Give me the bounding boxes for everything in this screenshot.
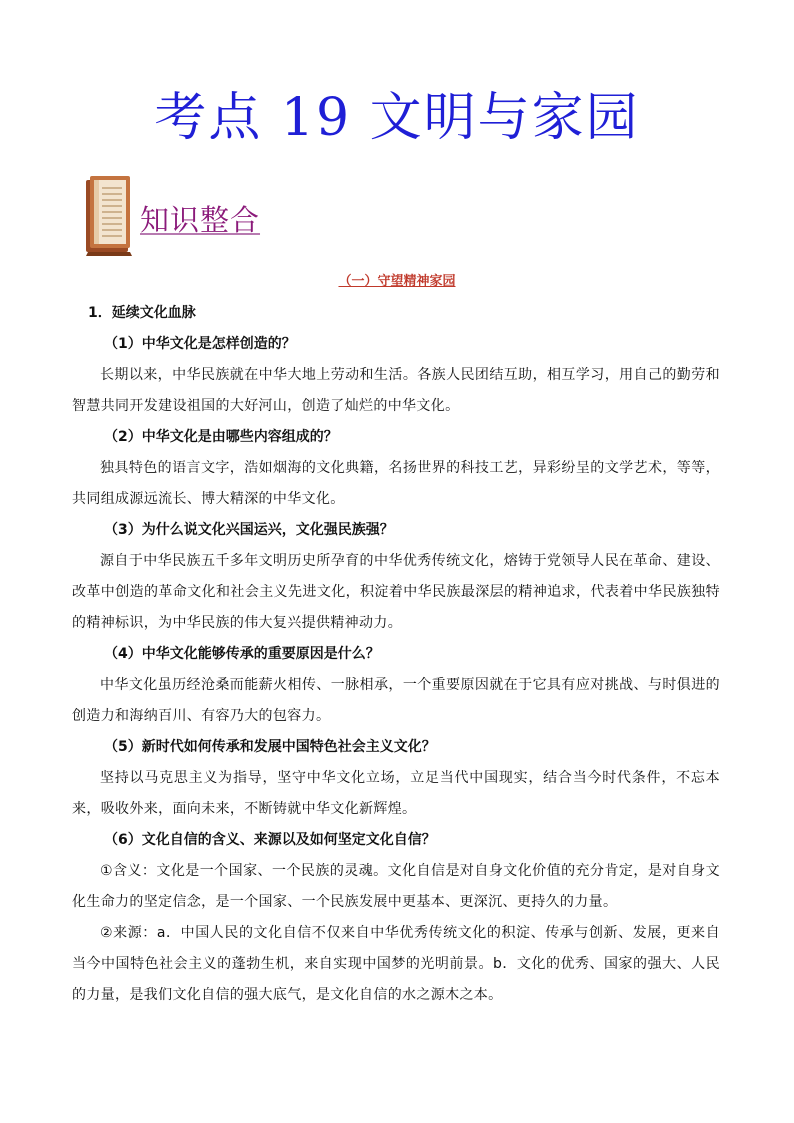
question-2: （2）中华文化是由哪些内容组成的？ [104, 429, 338, 445]
page-title: 考点 19 文明与家园 [154, 88, 640, 148]
document-body [72, 298, 720, 1011]
question-5: （5）新时代如何传承和发展中国特色社会主义文化？ [104, 739, 436, 755]
book-icon [80, 172, 136, 256]
answer-3: 源自于中华民族五千多年文明历史所孕育的中华优秀传统文化，熔铸于党领导人民在革命、建设、改革中创造的革命文化和社会主义先进文化，积淀着中华民族最深层的精神追求，代表着中华民族独特的精神标识，为中华民族的伟大复兴提供精神动力。 [72, 553, 720, 631]
answer-5: 坚持以马克思主义为指导，坚守中华文化立场，立足当代中国现实，结合当今时代条件，不忘本来，吸收外来，面向未来，不断铸就中华文化新辉煌。 [72, 770, 720, 817]
question-3: （3）为什么说文化兴国运兴，文化强民族强？ [104, 522, 394, 538]
answer-6-meaning: ①含义：文化是一个国家、一个民族的灵魂。文化自信是对自身文化价值的充分肯定，是对自身文化生命力的坚定信念，是一个国家、一个民族发展中更基本、更深沉、更持久的力量。 [72, 863, 720, 910]
answer-4: 中华文化虽历经沧桑而能薪火相传、一脉相承，一个重要原因就在于它具有应对挑战、与时俱进的创造力和海纳百川、有容乃大的包容力。 [72, 677, 720, 724]
answer-1: 长期以来，中华民族就在中华大地上劳动和生活。各族人民团结互助，相互学习，用自己的勤劳和智慧共同开发建设祖国的大好河山，创造了灿烂的中华文化。 [72, 367, 720, 414]
answer-6-source: ②来源：a．中国人民的文化自信不仅来自中华优秀传统文化的积淀、传承与创新、发展，更来自当今中国特色社会主义的蓬勃生机，来自实现中国梦的光明前景。b．文化的优秀、国家的强大、人民的力量，是我们文化自信的强大底气，是文化自信的水之源木之本。 [72, 925, 720, 1003]
answer-2: 独具特色的语言文字，浩如烟海的文化典籍，名扬世界的科技工艺，异彩纷呈的文学艺术，等等，共同组成源远流长、博大精深的中华文化。 [72, 460, 720, 507]
question-1: （1）中华文化是怎样创造的？ [104, 336, 296, 352]
question-6: （6）文化自信的含义、来源以及如何坚定文化自信？ [104, 832, 436, 848]
banner-label: 知识整合 [140, 203, 261, 237]
section-heading: （一）守望精神家园 [338, 274, 456, 289]
heading-1: 1．延续文化血脉 [88, 305, 196, 321]
knowledge-banner [80, 172, 280, 256]
question-4: （4）中华文化能够传承的重要原因是什么？ [104, 646, 380, 662]
